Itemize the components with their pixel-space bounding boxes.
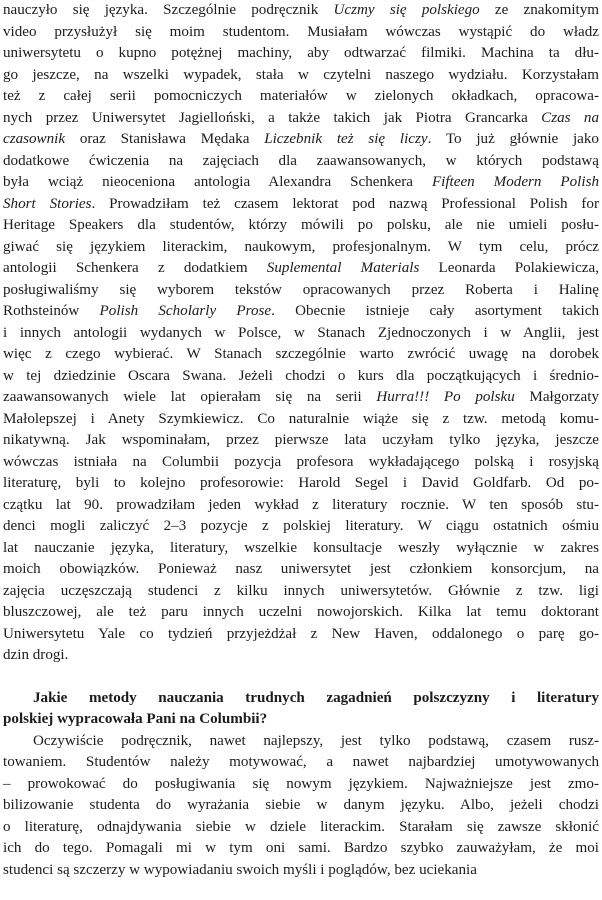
text-line: i innych antologii wydanych w Polsce, w Stanach Zjednoczonych i w Anglii, jest xyxy=(3,324,599,341)
text-line: ich do tego. Pomagali mi w tym oni sami. Bardzo szybko zauważyłam, że moi xyxy=(3,840,599,856)
text-line: więc z czego wybierać. W Stanach szczególnie warto zwrócić uwagę na dorobek xyxy=(3,346,599,362)
text-line: studenci są szczerzy w wypowiadaniu swoich myśli i poglądów, bez uciekania xyxy=(3,861,477,878)
paragraph-spacing xyxy=(3,667,599,688)
text-line: czątku lat 90. prowadziłam jeden wykład z literatury rocznie. W ten sposób stu- xyxy=(3,496,599,513)
text-line: lat nauczanie języka, literatury, wszelkie konsultacje weszły wyłącznie w zakres xyxy=(3,539,599,556)
text-line: nauczyło się języka. Szczególnie podręcznik Uczmy się polskiego ze znakomitym xyxy=(3,2,600,18)
text-line: dodatkowe ćwiczenia na zajęciach dla zaawansowanych, w których podstawą xyxy=(3,152,599,169)
text-line: Short Stories. Prowadziłam też czasem lektorat pod nazwą Professional Polish for xyxy=(3,195,599,212)
body-paragraph xyxy=(3,0,599,667)
text-line: Uniwersytetu Yale co tydzień przyjeżdżał z New Haven, oddalonego o parę go- xyxy=(3,625,599,642)
text-line: uniwersytetu o kupno potężnej machiny, aby odtwarzać filmiki. Machina ta dłu- xyxy=(3,45,599,61)
text-line: zajęcia uczęszczają studenci z kilku innych uniwersytetów. Głównie z tzw. ligi xyxy=(3,582,599,599)
text-line: Rothsteinów Polish Scholarly Prose. Obecnie istnieje cały asortyment takich xyxy=(3,303,599,319)
text-line: czasownik oraz Stanisława Mędaka Liczebnik też się liczy. To już głównie jako xyxy=(3,131,599,147)
text-line: dzin drogi. xyxy=(3,647,69,663)
text-line: o literaturę, odnajdywania siebie w dziele literackim. Starałam się zawsze skłonić xyxy=(3,818,599,835)
text-line: zaawansowanych wiele lat opierałam się na serii Hurra!!! Po polsku Małgorzaty xyxy=(3,389,599,405)
text-line: Heritage Speakers dla studentów, którzy mówili po polsku, ale nie umieli posłu- xyxy=(3,217,599,233)
text-line: wówczas istniała na Columbii pozycja profesora wykładającego polską i rosyjską xyxy=(3,453,599,470)
text-line: w tej dziedzinie Oscara Swana. Jeżeli chodzi o kurs dla początkujących i średnio- xyxy=(3,367,599,384)
text-line: była wciąż nieoceniona antologia Alexandra Schenkera Fifteen Modern Polish xyxy=(3,174,599,190)
question-line: polskiej wypracowała Pani na Columbii? xyxy=(3,711,268,727)
text-line: posługiwaliśmy się wyborem tekstów opracowanych przez Roberta i Halinę xyxy=(3,281,599,298)
document-page xyxy=(3,0,599,900)
text-line: literaturę, byli to kolejno profesorowie: Harold Segel i David Goldfarb. Od po- xyxy=(3,475,599,491)
interview-question xyxy=(3,688,599,731)
text-line: Oczywiście podręcznik, nawet najlepszy, jest tylko podstawą, czasem rusz- xyxy=(33,732,599,749)
text-line: denci mogli zaliczyć 2–3 pozycje z polskiej literatury. W ciągu ostatnich ośmiu xyxy=(3,518,599,534)
text-line: Małolepszej i Anety Szymkiewicz. Co naturalnie wiąże się z tzw. metodą komu- xyxy=(3,410,599,427)
text-line: antologii Schenkera z dodatkiem Suplemental Materials Leonarda Polakiewicza, xyxy=(3,260,599,276)
text-line: giwać się językiem literackim, naukowym, profesjonalnym. W tym celu, prócz xyxy=(3,238,599,255)
answer-paragraph xyxy=(3,731,599,882)
text-line: bluszczowej, ale też paru innych uczelni nowojorskich. Kilka lat temu doktorant xyxy=(3,604,599,620)
text-line: nych przez Uniwersytet Jagielloński, a także takich jak Piotra Grancarka Czas na xyxy=(3,109,600,126)
text-line: nikatywną. Jak wspominałam, przez pierwsze lata uczyłam tylko języka, jeszcze xyxy=(3,432,599,448)
text-line: bilizowanie studenta do wyrażania siebie w danym języku. Albo, jeżeli chodzi xyxy=(3,797,599,813)
text-line: go jeszcze, na wszelki wypadek, stała w czytelni naszego wydziału. Korzystałam xyxy=(3,66,599,83)
text-line: towaniem. Studentów należy motywować, a nawet najbardziej umotywowanych xyxy=(3,754,599,770)
question-line: Jakie metody nauczania trudnych zagadnień polszczyzny i literatury xyxy=(33,689,599,706)
text-line: moich obowiązków. Ponieważ nasz uniwersytet jest członkiem konsorcjum, na xyxy=(3,561,599,577)
text-line: video przysłużył się moim studentom. Musiałam wówczas wystąpić do władz xyxy=(3,23,599,40)
text-line: też z całej serii pomocniczych materiałów w zielonych okładkach, opracowa- xyxy=(3,88,599,104)
text-line: – prowokować do posługiwania się nowym językiem. Najważniejsze jest zmo- xyxy=(3,775,599,792)
